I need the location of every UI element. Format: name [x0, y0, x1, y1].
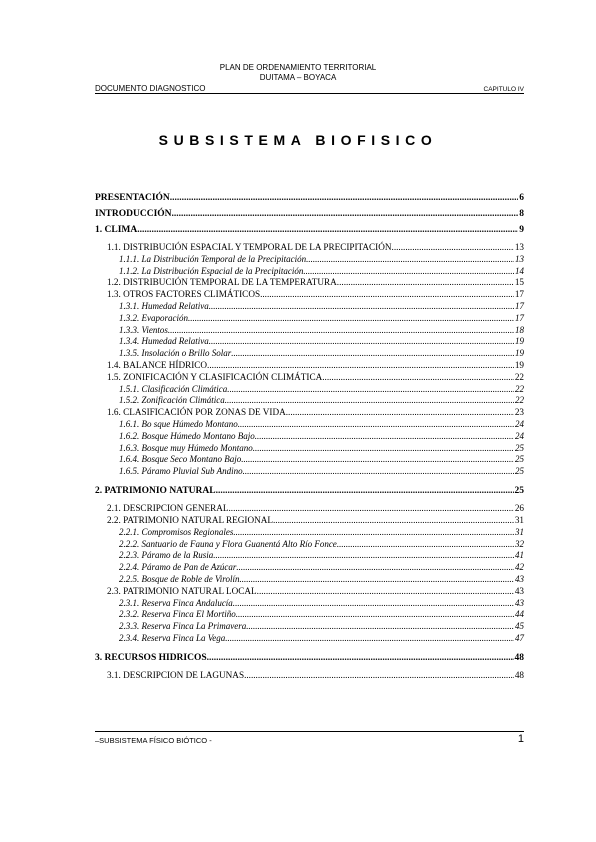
toc-entry-label: 1.3. OTROS FACTORES CLIMÁTICOS [107, 289, 261, 300]
toc-leader-dots [246, 621, 514, 631]
toc-entry[interactable] [119, 348, 524, 359]
toc-entry-page: 41 [515, 550, 524, 561]
toc-entry-page: 18 [515, 324, 524, 335]
toc-entry-label: INTRODUCCIÓN [95, 209, 172, 219]
toc-entry-label: 2.3.3. Reserva Finca La Primavera [119, 621, 247, 632]
toc-entry[interactable] [107, 515, 524, 526]
toc-entry-label: 1.6. CLASIFICACIÓN POR ZONAS DE VIDA [107, 407, 286, 418]
toc-entry[interactable] [119, 454, 524, 465]
toc-entry-page: 25 [515, 466, 524, 477]
toc-entry-label: 3. RECURSOS HIDRICOS [95, 653, 207, 663]
header-title: PLAN DE ORDENAMIENTO TERRITORIAL [219, 63, 377, 72]
toc-leader-dots [207, 653, 514, 663]
toc-entry-page: 23 [514, 407, 524, 418]
toc-entry-page: 48 [514, 653, 524, 663]
toc-leader-dots [255, 431, 514, 441]
toc-leader-dots [170, 325, 514, 335]
toc-entry-label: 1.6.4. Bosque Seco Montano Bajo [119, 454, 242, 465]
header-document-label: DOCUMENTO DIAGNOSTICO [95, 84, 206, 93]
toc-entry-page: 24 [515, 419, 524, 429]
toc-entry-page: 22 [514, 371, 524, 382]
toc-entry[interactable] [119, 336, 524, 347]
toc-leader-dots [228, 503, 513, 513]
toc-entry-page: 8 [519, 209, 524, 219]
header-rule [95, 93, 524, 94]
toc-entry-page: 24 [515, 430, 524, 441]
toc-entry-label: 1.2. DISTRIBUCIÓN TEMPORAL DE LA TEMPERATURA [107, 277, 337, 288]
toc-entry[interactable] [119, 466, 524, 477]
toc-entry[interactable] [119, 574, 524, 585]
toc-entry-page: 25 [515, 442, 524, 453]
toc-entry-label: 1. CLIMA [95, 225, 138, 235]
toc-entry-page: 13 [514, 242, 524, 252]
toc-leader-dots [337, 539, 514, 549]
toc-leader-dots [244, 670, 514, 680]
toc-entry[interactable] [119, 609, 524, 620]
toc-leader-dots [230, 384, 515, 394]
toc-entry[interactable] [107, 289, 524, 300]
toc-leader-dots [209, 336, 514, 346]
toc-leader-dots [190, 313, 514, 323]
toc-entry[interactable] [107, 670, 524, 681]
toc-entry[interactable] [95, 193, 524, 205]
toc-entry-page: 19 [515, 348, 524, 359]
toc-entry-label: 1.6.2. Bosque Húmedo Montano Bajo [119, 430, 255, 441]
toc-entry-label: 1.1. DISTRIBUCIÓN ESPACIAL Y TEMPORAL DE LA PRECIPITACIÓN [107, 242, 392, 252]
toc-entry-page: 19 [515, 336, 524, 347]
toc-entry-page: 47 [515, 633, 524, 643]
toc-leader-dots [306, 254, 514, 264]
toc-entry[interactable] [107, 503, 524, 514]
toc-entry[interactable] [119, 325, 524, 336]
toc-entry-page: 32 [515, 538, 524, 549]
toc-entry-page: 22 [515, 395, 524, 406]
toc-leader-dots [207, 360, 514, 370]
toc-leader-dots [236, 609, 514, 619]
toc-entry[interactable] [119, 527, 524, 538]
toc-entry-page: 44 [515, 609, 524, 620]
toc-entry-label: 2.2. PATRIMONIO NATURAL REGIONAL [107, 515, 273, 525]
toc-leader-dots [392, 242, 514, 252]
toc-entry-page: 48 [514, 670, 524, 680]
toc-entry-label: 3.1. DESCRIPCION DE LAGUNAS [107, 670, 245, 680]
toc-entry[interactable] [107, 242, 524, 253]
toc-leader-dots [303, 266, 514, 276]
toc-entry-label: 2.2.1. Compromisos Regionales [119, 526, 234, 537]
toc-entry[interactable] [95, 486, 524, 498]
toc-leader-dots [286, 407, 514, 417]
toc-entry-page: 31 [514, 515, 524, 525]
toc-leader-dots [322, 372, 514, 382]
toc-entry-page: 14 [515, 265, 524, 276]
toc-entry-page: 19 [514, 360, 524, 370]
toc-entry-page: 9 [519, 225, 524, 235]
toc-entry[interactable] [119, 539, 524, 550]
toc-entry-label: 2.3.1. Reserva Finca Andalucía. [119, 597, 236, 608]
toc-leader-dots [257, 586, 514, 596]
toc-entry[interactable] [119, 562, 524, 573]
toc-entry[interactable] [107, 277, 524, 288]
toc-entry-label: 1.1.1. La Distribución Temporal de la Precipitación [119, 253, 307, 264]
toc-entry-page: 15 [514, 277, 524, 288]
toc-entry-label: 1.6.5. Páramo Pluvial Sub Andino [119, 466, 243, 477]
toc-leader-dots [236, 562, 514, 572]
toc-leader-dots [172, 209, 519, 219]
toc-entry[interactable] [119, 395, 524, 406]
toc-entry[interactable] [119, 419, 524, 430]
toc-entry[interactable] [119, 621, 524, 632]
toc-entry[interactable] [119, 301, 524, 312]
toc-leader-dots [273, 515, 514, 525]
toc-entry-page: 43 [514, 585, 524, 596]
toc-leader-dots [243, 466, 514, 476]
toc-entry-label: 2.2.4. Páramo de Pan de Azúcar [119, 562, 237, 573]
toc-entry[interactable] [119, 384, 524, 395]
toc-leader-dots [209, 301, 514, 311]
toc-leader-dots [225, 633, 514, 643]
toc-leader-dots [213, 550, 514, 560]
toc-entry-label: 2.3. PATRIMONIO NATURAL LOCAL [107, 585, 257, 596]
toc-entry-page: 17 [515, 301, 524, 311]
toc-entry-label: 2. PATRIMONIO NATURAL [95, 486, 216, 497]
toc-entry-page: 13 [515, 253, 524, 264]
toc-entry-label: 1.5. ZONIFICACIÓN Y CLASIFICACIÓN CLIMÁTICA [107, 371, 323, 382]
toc-entry-label: 2.1. DESCRIPCION GENERAL [107, 503, 229, 514]
toc-entry[interactable] [95, 209, 524, 221]
toc-leader-dots [238, 419, 514, 429]
toc-leader-dots [260, 289, 514, 299]
toc-entry-label: 1.5.1. Clasificación Climática. [119, 383, 230, 394]
toc-entry-label: 1.1.2. La Distribución Espacial de la Precipitación [119, 265, 304, 276]
toc-leader-dots [233, 527, 514, 537]
toc-entry[interactable] [95, 653, 524, 665]
toc-entry[interactable] [119, 633, 524, 644]
toc-entry-page: 25 [515, 454, 524, 465]
toc-entry[interactable] [107, 407, 524, 418]
toc-entry[interactable] [107, 586, 524, 597]
toc-leader-dots [241, 454, 514, 464]
toc-entry-page: 6 [519, 193, 524, 203]
toc-entry-label: 1.3.5. Insolación o Brillo Solar [119, 348, 232, 359]
toc-entry-page: 43 [515, 574, 524, 584]
toc-entry[interactable] [119, 313, 524, 324]
toc-entry-page: 43 [515, 597, 524, 608]
toc-entry-page: 17 [515, 312, 524, 323]
header-chapter-label: CAPITULO IV [483, 86, 524, 93]
toc-entry[interactable] [119, 266, 524, 277]
toc-entry[interactable] [119, 550, 524, 561]
toc-entry[interactable] [119, 254, 524, 265]
toc-entry-page: 26 [514, 503, 524, 514]
toc-leader-dots [227, 395, 514, 405]
toc-entry[interactable] [107, 372, 524, 383]
footer-page-number: 1 [517, 733, 524, 745]
page-title: SUBSISTEMA BIOFISICO [158, 132, 438, 148]
toc-entry[interactable] [119, 598, 524, 609]
toc-entry-page: 31 [515, 526, 524, 537]
toc-entry-label: 1.6.1. Bo sque Húmedo Montano [119, 419, 238, 429]
toc-entry-label: 1.3.1. Humedad Relativa [119, 301, 209, 311]
toc-entry-page: 25 [514, 486, 524, 497]
footer-label: –SUBSISTEMA FÍSICO BIÓTICO - [95, 736, 212, 745]
toc-entry[interactable] [95, 225, 524, 237]
toc-entry-label: 2.3.2. Reserva Finca El Mortiño [119, 609, 236, 620]
toc-entry-label: 2.2.5. Bosque de Roble de Virolín [119, 574, 240, 584]
toc-entry-label: PRESENTACIÓN [95, 193, 170, 203]
toc-leader-dots [137, 225, 518, 235]
toc-entry-page: 17 [514, 289, 524, 300]
toc-entry-label: 1.3.3. Vientos. [119, 324, 171, 335]
toc-entry-label: 2.2.3. Páramo de la Rusia [119, 550, 214, 561]
toc-entry-label: 1.4. BALANCE HÍDRICO [107, 360, 208, 370]
toc-leader-dots [170, 193, 518, 203]
header-subtitle: DUITAMA – BOYACA [259, 73, 337, 82]
toc-leader-dots [231, 348, 514, 358]
toc-entry[interactable] [107, 360, 524, 371]
toc-entry[interactable] [119, 443, 524, 454]
toc-leader-dots [239, 574, 514, 584]
toc-entry-page: 22 [515, 383, 524, 394]
toc-entry-page: 45 [515, 621, 524, 632]
toc-entry-label: 2.2.2. Santuario de Fauna y Flora Guanentá Alto Río Fonce [119, 538, 337, 549]
toc-leader-dots [235, 598, 514, 608]
toc-entry-page: 42 [515, 562, 524, 573]
toc-entry-label: 1.5.2. Zonificación Climática. [119, 395, 227, 406]
toc-leader-dots [253, 443, 514, 453]
toc-entry[interactable] [119, 431, 524, 442]
footer-rule [95, 731, 524, 732]
toc-leader-dots [337, 277, 514, 287]
toc-entry-label: 1.3.2. Evaporación. [119, 312, 191, 323]
toc-leader-dots [216, 486, 514, 496]
toc-entry-label: 2.3.4. Reserva Finca La Vega [119, 633, 226, 643]
toc-entry-label: 1.6.3. Bosque muy Húmedo Montano [119, 442, 253, 453]
toc-entry-label: 1.3.4. Humedad Relativa [119, 336, 209, 347]
